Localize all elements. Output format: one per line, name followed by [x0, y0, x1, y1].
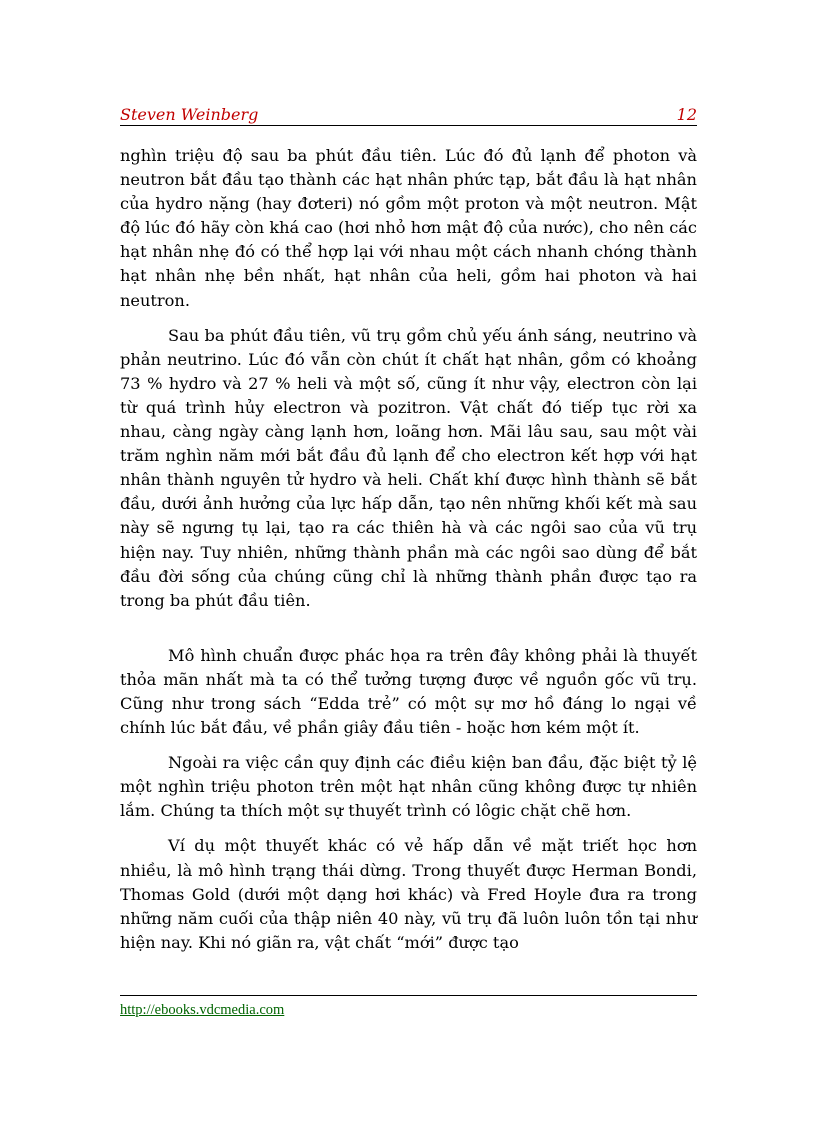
paragraph-3: Mô hình chuẩn được phác họa ra trên đây không phải là thuyết thỏa mãn nhất mà ta có thể tưởng tượng được về nguồn gốc vũ trụ. Cũng như trong sách “Edda trẻ” có một sự mơ hồ đáng lo ngại về chính lúc bắt đầu, về phần giây đầu tiên - hoặc hơn kém một ít. — [120, 645, 697, 738]
paragraph-5: Ví dụ một thuyết khác có vẻ hấp dẫn về mặt triết học hơn nhiều, là mô hình trạng thái dừng. Trong thuyết được Herman Bondi, Thomas Gold (dưới một dạng hơi khác) và Fred Hoyle đưa ra trong những năm cuối của thập niên 40 này, vũ trụ đã luôn luôn tồn tại như hiện nay. Khi nó giãn ra, vật chất “mới” được tạo — [120, 836, 697, 952]
footer-url-link[interactable]: http://ebooks.vdcmedia.com — [120, 1002, 285, 1018]
page-header — [120, 103, 697, 126]
paragraph-4: Ngoài ra việc cần quy định các điều kiện ban đầu, đặc biệt tỷ lệ một nghìn triệu photon trên một hạt nhân cũng không được tự nhiên lắm. Chúng ta thích một sự thuyết trình có lôgic chặt chẽ hơn. — [120, 753, 697, 821]
page-body — [120, 144, 697, 966]
footer-divider — [120, 995, 697, 996]
header-author: Steven Weinberg — [120, 105, 259, 124]
header-page-number: 12 — [676, 105, 697, 124]
paragraph-2: Sau ba phút đầu tiên, vũ trụ gồm chủ yếu ánh sáng, neutrino và phản neutrino. Lúc đó vẫn còn chút ít chất hạt nhân, gồm có khoảng 73 % hydro và 27 % heli và một số, cũng ít như vậy, electron còn lại từ quá trình hủy electron và pozitron. Vật chất đó tiếp tục rời xa nhau, càng ngày càng lạnh hơn, loãng hơn. Mãi lâu sau, sau một vài trăm nghìn năm mới bắt đầu đủ lạnh để cho electron kết hợp với hạt nhân thành nguyên tử hydro và heli. Chất khí được hình thành sẽ bắt đầu, dưới ảnh hưởng của lực hấp dẫn, tạo nên những khối kết mà sau này sẽ ngưng tụ lại, tạo ra các thiên hà và các ngôi sao của vũ trụ hiện nay. Tuy nhiên, những thành phần mà các ngôi sao dùng để bắt đầu đời sống của chúng cũng chỉ là những thành phần được tạo ra trong ba phút đầu tiên. — [120, 325, 697, 610]
paragraph-1: nghìn triệu độ sau ba phút đầu tiên. Lúc đó đủ lạnh để photon và neutron bắt đầu tạo thành các hạt nhân phức tạp, bắt đầu là hạt nhân của hydro nặng (hay đơteri) nó gồm một proton và một neutron. Mật độ lúc đó hãy còn khá cao (hơi nhỏ hơn mật độ của nước), cho nên các hạt nhân nhẹ đó có thể hợp lại với nhau một cách nhanh chóng thành hạt nhân nhẹ bền nhất, hạt nhân của heli, gồm hai photon và hai neutron. — [120, 146, 697, 310]
